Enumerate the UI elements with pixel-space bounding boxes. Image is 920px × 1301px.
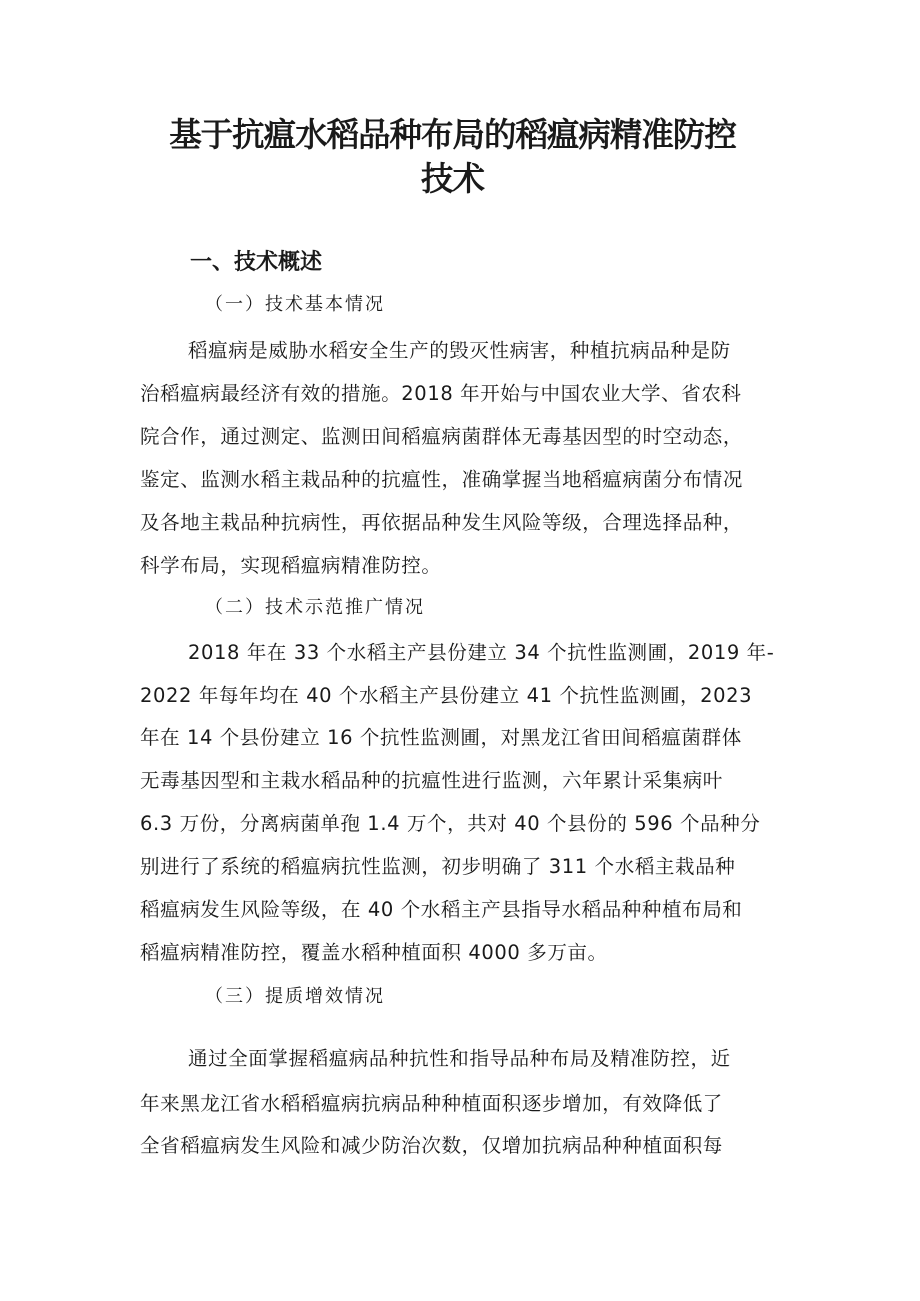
paragraph-line: 别进行了系统的稻瘟病抗性监测，初步明确了 311 个水稻主栽品种 (140, 855, 736, 878)
paragraph-line: 鉴定、监测水稻主栽品种的抗瘟性，准确掌握当地稻瘟病菌分布情况 (140, 468, 744, 491)
paragraph-line: 及各地主栽品种抗病性，再依据品种发生风险等级，合理选择品种， (140, 511, 744, 534)
paragraph-line: 治稻瘟病最经济有效的措施。2018 年开始与中国农业大学、省农科 (140, 382, 742, 405)
paragraph-line: 通过全面掌握稻瘟病品种抗性和指导品种布局及精准防控，近 (188, 1047, 731, 1070)
paragraph-line: 无毒基因型和主栽水稻品种的抗瘟性进行监测，六年累计采集病叶 (140, 769, 723, 792)
paragraph-line: 院合作，通过测定、监测田间稻瘟病菌群体无毒基因型的时空动态， (140, 425, 744, 448)
paragraph-line: 年来黑龙江省水稻稻瘟病抗病品种种植面积逐步增加，有效降低了 (140, 1092, 723, 1115)
paragraph-line: 稻瘟病精准防控，覆盖水稻种植面积 4000 多万亩。 (140, 941, 608, 964)
document-title-line-2: 技术 (421, 159, 484, 198)
paragraph-line: 6.3 万份，分离病菌单孢 1.4 万个，共对 40 个县份的 596 个品种分 (140, 812, 761, 835)
paragraph-line: 年在 14 个县份建立 16 个抗性监测圃，对黑龙江省田间稻瘟菌群体 (140, 726, 742, 749)
paragraph-line: 稻瘟病发生风险等级，在 40 个水稻主产县指导水稻品种种植布局和 (140, 898, 743, 921)
paragraph-line: 稻瘟病是威胁水稻安全生产的毁灭性病害，种植抗病品种是防 (188, 339, 731, 362)
subsection-heading-promotion: （二）技术示范推广情况 (205, 597, 425, 618)
subsection-heading-efficiency: （三）提质增效情况 (205, 986, 385, 1007)
section-heading-overview: 一、技术概述 (190, 250, 323, 275)
paragraph-line: 2022 年每年均在 40 个水稻主产县份建立 41 个抗性监测圃，2023 (140, 684, 753, 707)
paragraph-line: 2018 年在 33 个水稻主产县份建立 34 个抗性监测圃，2019 年- (188, 641, 775, 664)
document-title-line-1: 基于抗瘟水稻品种布局的稻瘟病精准防控 (169, 115, 736, 154)
paragraph-line: 科学布局，实现稻瘟病精准防控。 (140, 554, 442, 577)
subsection-heading-basic: （一）技术基本情况 (205, 294, 385, 315)
paragraph-line: 全省稻瘟病发生风险和减少防治次数，仅增加抗病品种种植面积每 (140, 1134, 723, 1157)
